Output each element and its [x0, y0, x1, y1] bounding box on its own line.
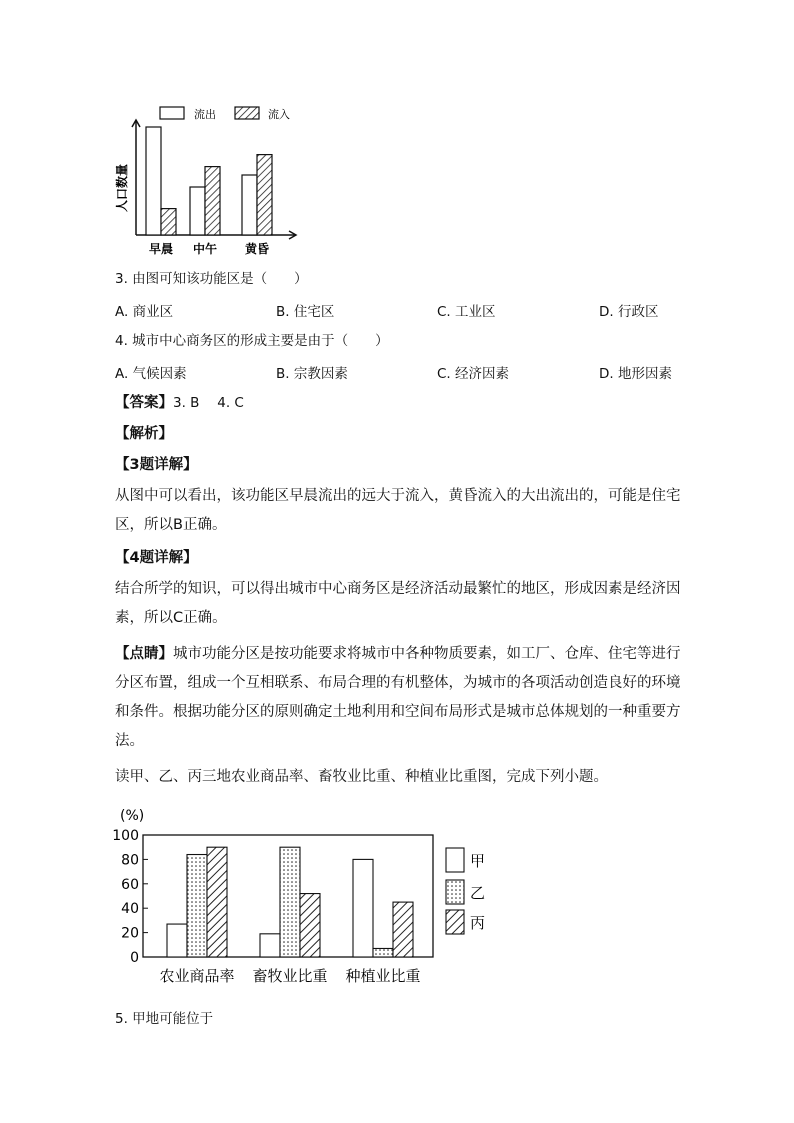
q3-option-c: C. 工业区 [437, 304, 496, 320]
question-3-stem: 3. 由图可知该功能区是（ ） [115, 271, 308, 287]
tip-text: 城市功能分区是按功能要求将城市中各种物质要素，如工厂、仓库、住宅等进行分区布置，组成一个互相联系、布局合理的有机整体，为城市的各项活动创造良好的环境和条件。根据功能分区的原则确定土地利用和空间布局形式是城市总体规划的一种重要方法。 [115, 646, 681, 749]
detail-4-text: 结合所学的知识，可以得出城市中心商务区是经济活动最繁忙的地区，形成因素是经济因素，所以C正确。 [115, 581, 681, 626]
legend-swatch-丙 [446, 910, 464, 934]
bar-丙-农业商品率 [207, 847, 227, 957]
agriculture-chart [110, 800, 510, 995]
x-tick-label: 黄昏 [244, 242, 270, 256]
answer-tag: 【答案】 [115, 395, 173, 411]
y-unit-label: (%) [120, 808, 145, 824]
bar-流出-早晨 [146, 127, 161, 235]
bar-丙-畜牧业比重 [300, 894, 320, 957]
bar-流入-黄昏 [257, 155, 272, 235]
bar-甲-种植业比重 [353, 859, 373, 957]
bar-乙-畜牧业比重 [280, 847, 300, 957]
y-tick-label: 100 [112, 828, 139, 844]
q4-option-b: B. 宗教因素 [276, 366, 348, 382]
y-tick-label: 60 [121, 876, 139, 893]
x-tick-label: 早晨 [148, 242, 174, 256]
legend-label-丙: 丙 [470, 914, 486, 932]
answer-text: 3. B 4. C [173, 395, 244, 411]
question-5-stem: 5. 甲地可能位于 [115, 1011, 214, 1027]
legend-label-乙: 乙 [470, 884, 486, 902]
bar-流入-早晨 [161, 209, 176, 235]
detail-3-heading: 【3题详解】 [115, 457, 198, 473]
intro-question-group-2: 读甲、乙、丙三地农业商品率、畜牧业比重、种植业比重图，完成下列小题。 [115, 769, 608, 785]
population-flow-chart [108, 100, 308, 260]
detail-3-text: 从图中可以看出，该功能区早晨流出的远大于流入，黄昏流入的大出流出的，可能是住宅区，所以B正确。 [115, 488, 681, 533]
legend-swatch-甲 [446, 848, 464, 872]
legend-swatch-inflow [235, 107, 259, 119]
bar-流出-黄昏 [242, 175, 257, 235]
legend-label-inflow: 流入 [268, 108, 290, 121]
x-tick-label: 农业商品率 [159, 967, 235, 985]
q3-option-a: A. 商业区 [115, 304, 174, 320]
q4-option-a: A. 气候因素 [115, 366, 187, 382]
legend-label-outflow: 流出 [194, 108, 216, 121]
tip-tag: 【点睛】 [115, 646, 173, 662]
bar-甲-畜牧业比重 [260, 934, 280, 957]
bar-乙-种植业比重 [373, 948, 393, 957]
y-tick-label: 80 [121, 852, 139, 869]
x-tick-label: 种植业比重 [345, 967, 421, 985]
x-tick-label: 中午 [192, 242, 218, 256]
y-axis-label: 人口数量 [115, 163, 129, 213]
q4-option-c: C. 经济因素 [437, 366, 510, 382]
q3-option-d: D. 行政区 [599, 304, 659, 320]
y-tick-label: 20 [121, 925, 139, 942]
legend-swatch-outflow [160, 107, 184, 119]
tip-paragraph [115, 640, 690, 756]
x-tick-label: 畜牧业比重 [252, 967, 328, 985]
legend-label-甲: 甲 [470, 852, 486, 870]
question-4-stem: 4. 城市中心商务区的形成主要是由于（ ） [115, 333, 389, 349]
legend-swatch-乙 [446, 880, 464, 904]
answer-line [115, 393, 244, 413]
y-tick-label: 0 [130, 950, 139, 966]
q4-option-d: D. 地形因素 [599, 366, 672, 382]
bar-丙-种植业比重 [393, 902, 413, 957]
y-tick-label: 40 [121, 901, 139, 918]
bar-流入-中午 [205, 167, 220, 235]
bar-乙-农业商品率 [187, 855, 207, 957]
q3-option-b: B. 住宅区 [276, 304, 335, 320]
analysis-heading: 【解析】 [115, 426, 173, 442]
bar-流出-中午 [190, 187, 205, 235]
bar-甲-农业商品率 [167, 924, 187, 957]
detail-4-heading: 【4题详解】 [115, 550, 198, 566]
